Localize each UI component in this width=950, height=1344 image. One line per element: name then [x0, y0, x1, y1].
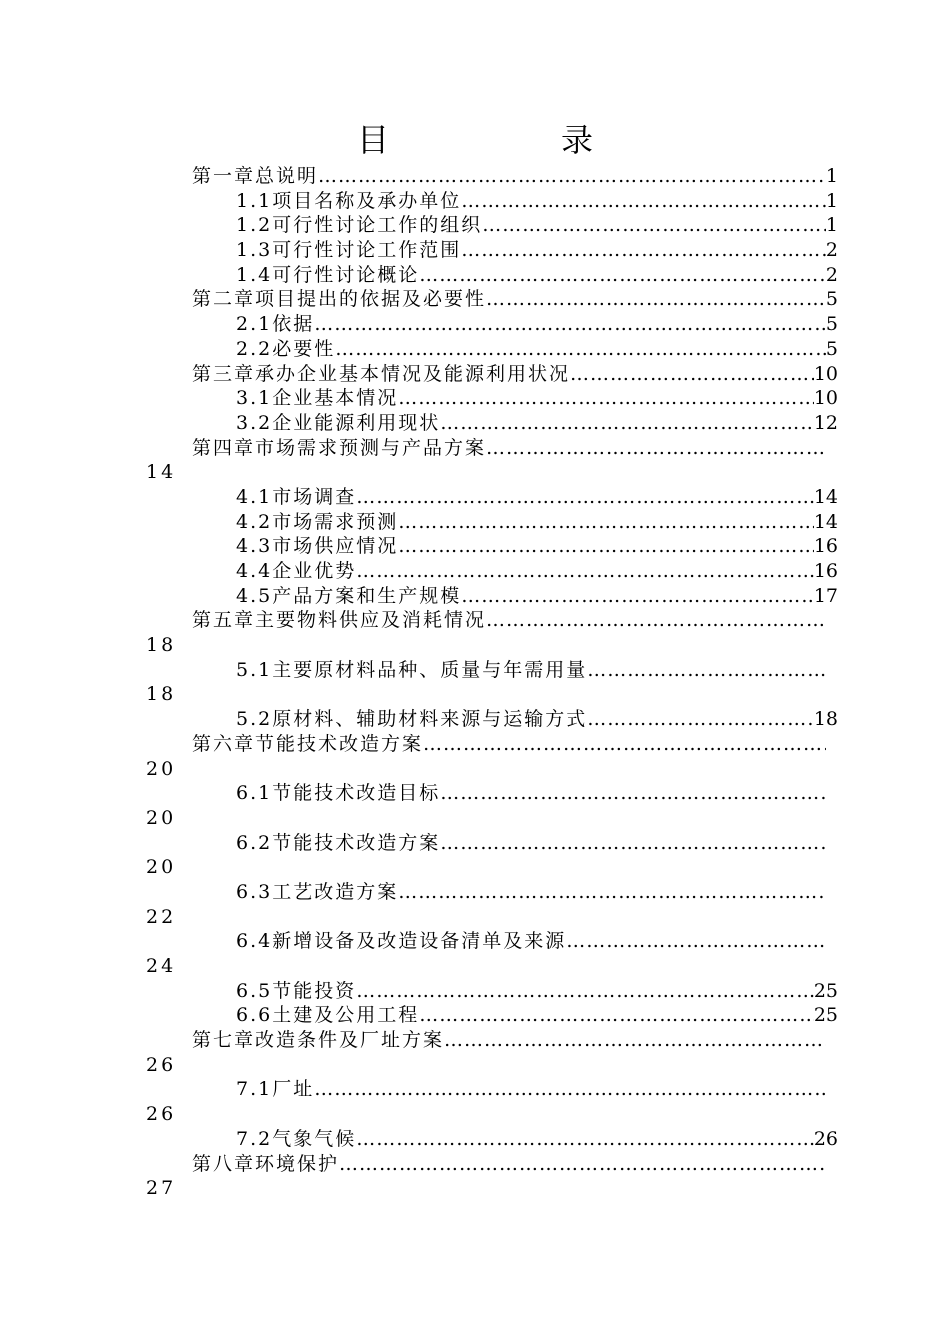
entry-label: 企业优势: [272, 560, 357, 582]
entry-page: 2: [825, 239, 838, 262]
entry-number: 6.6: [236, 1004, 273, 1027]
entry-label: 市场需求预测与产品方案: [255, 436, 487, 459]
toc-entry[interactable]: [0, 436, 826, 461]
entry-number: 4.1: [236, 485, 273, 508]
toc-entry[interactable]: [0, 1152, 826, 1177]
table-of-contents: [0, 164, 950, 1201]
entry-number: 4.2: [236, 510, 273, 533]
dot-leader: [570, 362, 814, 387]
dot-leader: [461, 584, 814, 609]
toc-entry[interactable]: [0, 362, 838, 387]
toc-entry[interactable]: [0, 1127, 838, 1152]
entry-page: 26: [146, 1053, 177, 1076]
entry-number: 第六章: [192, 732, 256, 755]
entry-page: 10: [813, 387, 838, 410]
toc-entry[interactable]: [0, 510, 838, 535]
entry-page: 1: [825, 165, 838, 187]
entry-label: 气象气候: [272, 1127, 357, 1150]
toc-entry[interactable]: [0, 1003, 838, 1028]
entry-number: 5.1: [236, 658, 273, 681]
entry-number: 第七章: [192, 1029, 256, 1052]
entry-number: 7.1: [236, 1078, 273, 1101]
toc-entry[interactable]: [0, 831, 826, 856]
entry-page: 25: [813, 1004, 838, 1027]
toc-entry[interactable]: [0, 929, 826, 954]
dot-leader: [314, 1077, 826, 1102]
toc-entry[interactable]: [0, 386, 838, 411]
dot-leader: [423, 732, 826, 757]
entry-page: 22: [146, 905, 177, 928]
entry-label: 环境保护: [255, 1152, 340, 1175]
toc-entry[interactable]: [0, 189, 838, 214]
entry-page: 5: [825, 313, 838, 336]
toc-entry[interactable]: [0, 732, 826, 757]
entry-number: 7.2: [236, 1127, 273, 1150]
entry-page: 14: [146, 461, 177, 484]
toc-entry[interactable]: [0, 337, 838, 362]
entry-page: 1: [825, 189, 838, 212]
entry-label: 节能技术改造目标: [272, 782, 441, 805]
entry-page: 5: [825, 288, 838, 311]
entry-number: 3.1: [236, 387, 273, 410]
entry-number: 1.4: [236, 263, 273, 286]
entry-label: 项目提出的依据及必要性: [255, 288, 487, 311]
entry-page: 26: [813, 1127, 838, 1150]
entry-number: 2.2: [236, 337, 273, 360]
dot-leader: [398, 510, 814, 535]
entry-page: 10: [813, 362, 838, 385]
entry-number: 3.2: [236, 411, 273, 434]
entry-label: 节能技术改造方案: [255, 732, 424, 755]
entry-label: 项目名称及承办单位: [272, 189, 462, 212]
entry-number: 1.3: [236, 239, 273, 262]
entry-number: 4.5: [236, 584, 273, 607]
toc-entry[interactable]: [0, 979, 838, 1004]
toc-entry[interactable]: [0, 287, 838, 312]
dot-leader: [398, 534, 814, 559]
toc-entry[interactable]: [0, 312, 838, 337]
toc-entry[interactable]: [0, 781, 826, 806]
entry-number: 第二章: [192, 288, 256, 311]
page-title: 目 录: [356, 121, 663, 159]
dot-leader: [461, 238, 826, 263]
entry-number: 5.2: [236, 708, 273, 731]
dot-leader: [440, 781, 826, 806]
entry-label: 节能技术改造方案: [272, 831, 441, 854]
entry-number: 4.3: [236, 535, 273, 558]
toc-entry[interactable]: [0, 238, 838, 263]
entry-page: 14: [813, 510, 838, 533]
entry-page: 1: [825, 214, 838, 237]
dot-leader: [486, 608, 826, 633]
dot-leader: [356, 485, 814, 510]
entry-number: 6.5: [236, 979, 273, 1002]
entry-label: 企业能源利用现状: [272, 411, 441, 434]
entry-page: 12: [813, 411, 838, 434]
toc-entry[interactable]: [0, 559, 838, 584]
entry-page: 14: [813, 485, 838, 508]
toc-entry[interactable]: [0, 880, 826, 905]
toc-entry[interactable]: [0, 658, 826, 683]
entry-number: 1.1: [236, 189, 273, 212]
entry-number: 第五章: [192, 609, 256, 632]
entry-page: 2: [825, 263, 838, 286]
entry-label: 工艺改造方案: [272, 880, 399, 903]
entry-label: 总说明: [255, 165, 319, 187]
entry-label: 可行性讨论概论: [272, 263, 420, 286]
dot-leader: [318, 164, 826, 189]
entry-label: 可行性讨论工作的组织: [272, 214, 483, 237]
entry-label: 原材料、辅助材料来源与运输方式: [272, 708, 588, 731]
dot-leader: [440, 831, 826, 856]
dot-leader: [486, 287, 826, 312]
entry-number: 6.2: [236, 831, 273, 854]
entry-label: 承办企业基本情况及能源利用状况: [255, 362, 571, 385]
dot-leader: [461, 189, 826, 214]
dot-leader: [314, 312, 826, 337]
entry-label: 企业基本情况: [272, 387, 399, 410]
toc-entry[interactable]: [0, 608, 826, 633]
entry-number: 第四章: [192, 436, 256, 459]
entry-number: 第三章: [192, 362, 256, 385]
entry-page: 18: [813, 708, 838, 731]
entry-label: 厂址: [272, 1078, 315, 1101]
dot-leader: [440, 411, 814, 436]
entry-number: 6.3: [236, 880, 273, 903]
toc-entry[interactable]: [0, 1077, 826, 1102]
toc-entry[interactable]: [0, 411, 838, 436]
toc-entry[interactable]: [0, 584, 838, 609]
entry-page: 17: [813, 584, 838, 607]
entry-label: 土建及公用工程: [272, 1004, 420, 1027]
toc-entry[interactable]: [0, 534, 838, 559]
entry-number: 2.1: [236, 313, 273, 336]
entry-label: 主要物料供应及消耗情况: [255, 609, 487, 632]
dot-leader: [339, 1152, 826, 1177]
entry-label: 市场需求预测: [272, 510, 399, 533]
dot-leader: [566, 929, 826, 954]
entry-number: 1.2: [236, 214, 273, 237]
entry-page: 27: [146, 1177, 177, 1200]
entry-number: 第八章: [192, 1152, 256, 1175]
entry-label: 可行性讨论工作范围: [272, 239, 462, 262]
dot-leader: [398, 880, 826, 905]
dot-leader: [482, 213, 826, 238]
dot-leader: [356, 979, 814, 1004]
dot-leader: [398, 386, 814, 411]
entry-label: 产品方案和生产规模: [272, 584, 462, 607]
entry-label: 新增设备及改造设备清单及来源: [272, 930, 567, 953]
entry-page: 20: [146, 757, 177, 780]
toc-entry[interactable]: [0, 1028, 826, 1053]
entry-label: 依据: [272, 313, 315, 336]
dot-leader: [587, 707, 814, 732]
entry-number: 4.4: [236, 560, 273, 582]
entry-page: 18: [146, 683, 177, 706]
entry-page: 25: [813, 979, 838, 1002]
dot-leader: [486, 436, 826, 461]
entry-label: 主要原材料品种、质量与年需用量: [272, 658, 588, 681]
entry-page: 20: [146, 856, 177, 879]
entry-label: 必要性: [272, 337, 336, 360]
toc-entry[interactable]: [0, 485, 838, 510]
toc-entry[interactable]: [0, 263, 838, 288]
toc-entry[interactable]: [0, 707, 838, 732]
dot-leader: [356, 559, 814, 584]
entry-page: 16: [813, 535, 838, 558]
dot-leader: [587, 658, 826, 683]
dot-leader: [419, 263, 826, 288]
entry-label: 市场供应情况: [272, 535, 399, 558]
entry-number: 6.1: [236, 782, 273, 805]
entry-number: 第一章: [192, 165, 256, 187]
entry-label: 市场调查: [272, 485, 357, 508]
dot-leader: [356, 1127, 814, 1152]
toc-entry[interactable]: [0, 164, 838, 189]
dot-leader: [419, 1003, 814, 1028]
dot-leader: [444, 1028, 826, 1053]
entry-page: 26: [146, 1103, 177, 1126]
entry-page: 16: [813, 560, 838, 582]
dot-leader: [335, 337, 826, 362]
entry-page: 18: [146, 634, 177, 657]
entry-page: 5: [825, 337, 838, 360]
toc-entry[interactable]: [0, 213, 838, 238]
entry-number: 6.4: [236, 930, 273, 953]
entry-label: 节能投资: [272, 979, 357, 1002]
entry-page: 20: [146, 806, 177, 829]
entry-label: 改造条件及厂址方案: [255, 1029, 445, 1052]
entry-page: 24: [146, 955, 177, 977]
